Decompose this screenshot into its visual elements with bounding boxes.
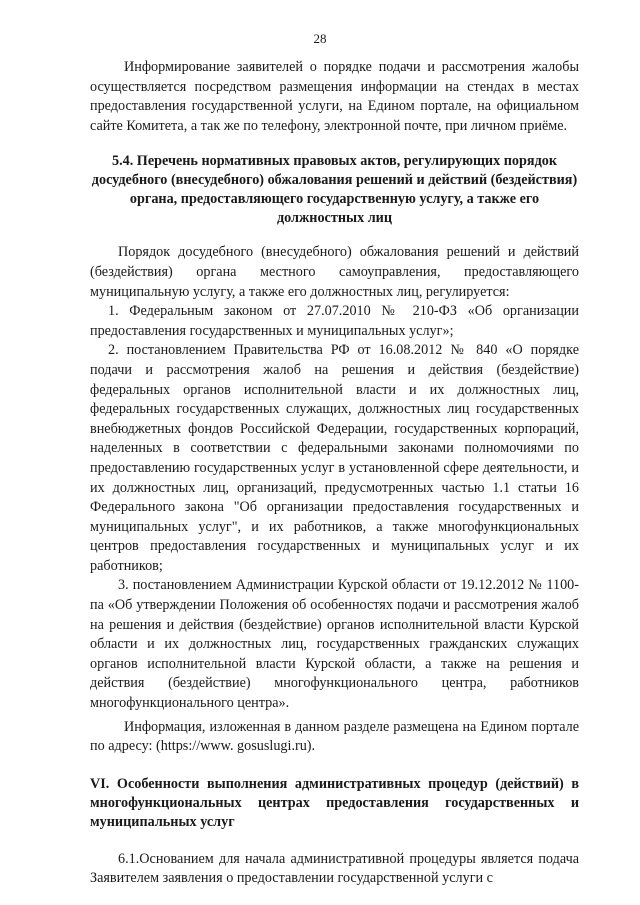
list-item-3: 3. постановлением Администрации Курской области от 19.12.2012 № 1100-па «Об утверждении Положения об особенностях подачи и рассмотрения жалоб на решения и действия (бездействие) органов исполнительной власти Курской области и их должностных лиц, государственных гражданских служащих органов исполнительной власти Курской области, а также на решения и действия (бездействие) многофункционального центра, работников многофункционального центра».: [90, 577, 579, 712]
order-paragraph: Порядок досудебного (внесудебного) обжалования решений и действий (бездействия) органа местного самоуправления, предоставляющего муниципальную услугу, а также его должностных лиц, регулируется:: [90, 244, 579, 300]
section-5-4-heading: 5.4. Перечень нормативных правовых актов, регулирующих порядок досудебного (внесудебного) обжалования решений и действий (бездействия) органа, предоставляющего государственную услугу, а также его должностных лиц: [91, 153, 578, 227]
paragraph-6-1: 6.1.Основанием для начала административной процедуры является подача Заявителем заявления о предоставлении государственной услуги с: [90, 850, 579, 887]
page-content: [90, 58, 579, 889]
page-number: 28: [313, 31, 327, 46]
section-6-heading: VI. Особенности выполнения административных процедур (действий) в многофункциональных центрах предоставления государственных и муниципальных услуг: [90, 775, 579, 830]
list-item-2: 2. постановлением Правительства РФ от 16.08.2012 № 840 «О порядке подачи и рассмотрения жалоб на решения и действия (бездействие) федеральных органов исполнительной власти и их должностных лиц, федеральных государственных служащих, должностных лиц государственных внебюджетных фондов Российской Федерации, государственных корпораций, наделенных в соответствии с федеральными законами полномочиями по предоставлению государственных услуг в установленной сфере деятельности, и их должностных лиц, организаций, предусмотренных частью 1.1 статьи 16 Федерального закона "Об организации предоставления государственных и муниципальных услуг", и их работников, а также многофункциональных центров предоставления государственных и муниципальных услуг и их работников;: [90, 342, 579, 574]
info-paragraph: Информация, изложенная в данном разделе размещена на Едином портале по адресу: (https://www. gosuslugi.ru).: [90, 718, 579, 755]
intro-paragraph: Информирование заявителей о порядке подачи и рассмотрения жалобы осуществляется посредством размещения информации на стендах в местах предоставления государственной услуги, на Едином портале, на официальном сайте Комитета, а так же по телефону, электронной почте, при личном приёме.: [90, 59, 579, 134]
list-item-1: 1. Федеральным законом от 27.07.2010 № 210-ФЗ «Об организации предоставления государственных и муниципальных услуг»;: [90, 303, 579, 339]
